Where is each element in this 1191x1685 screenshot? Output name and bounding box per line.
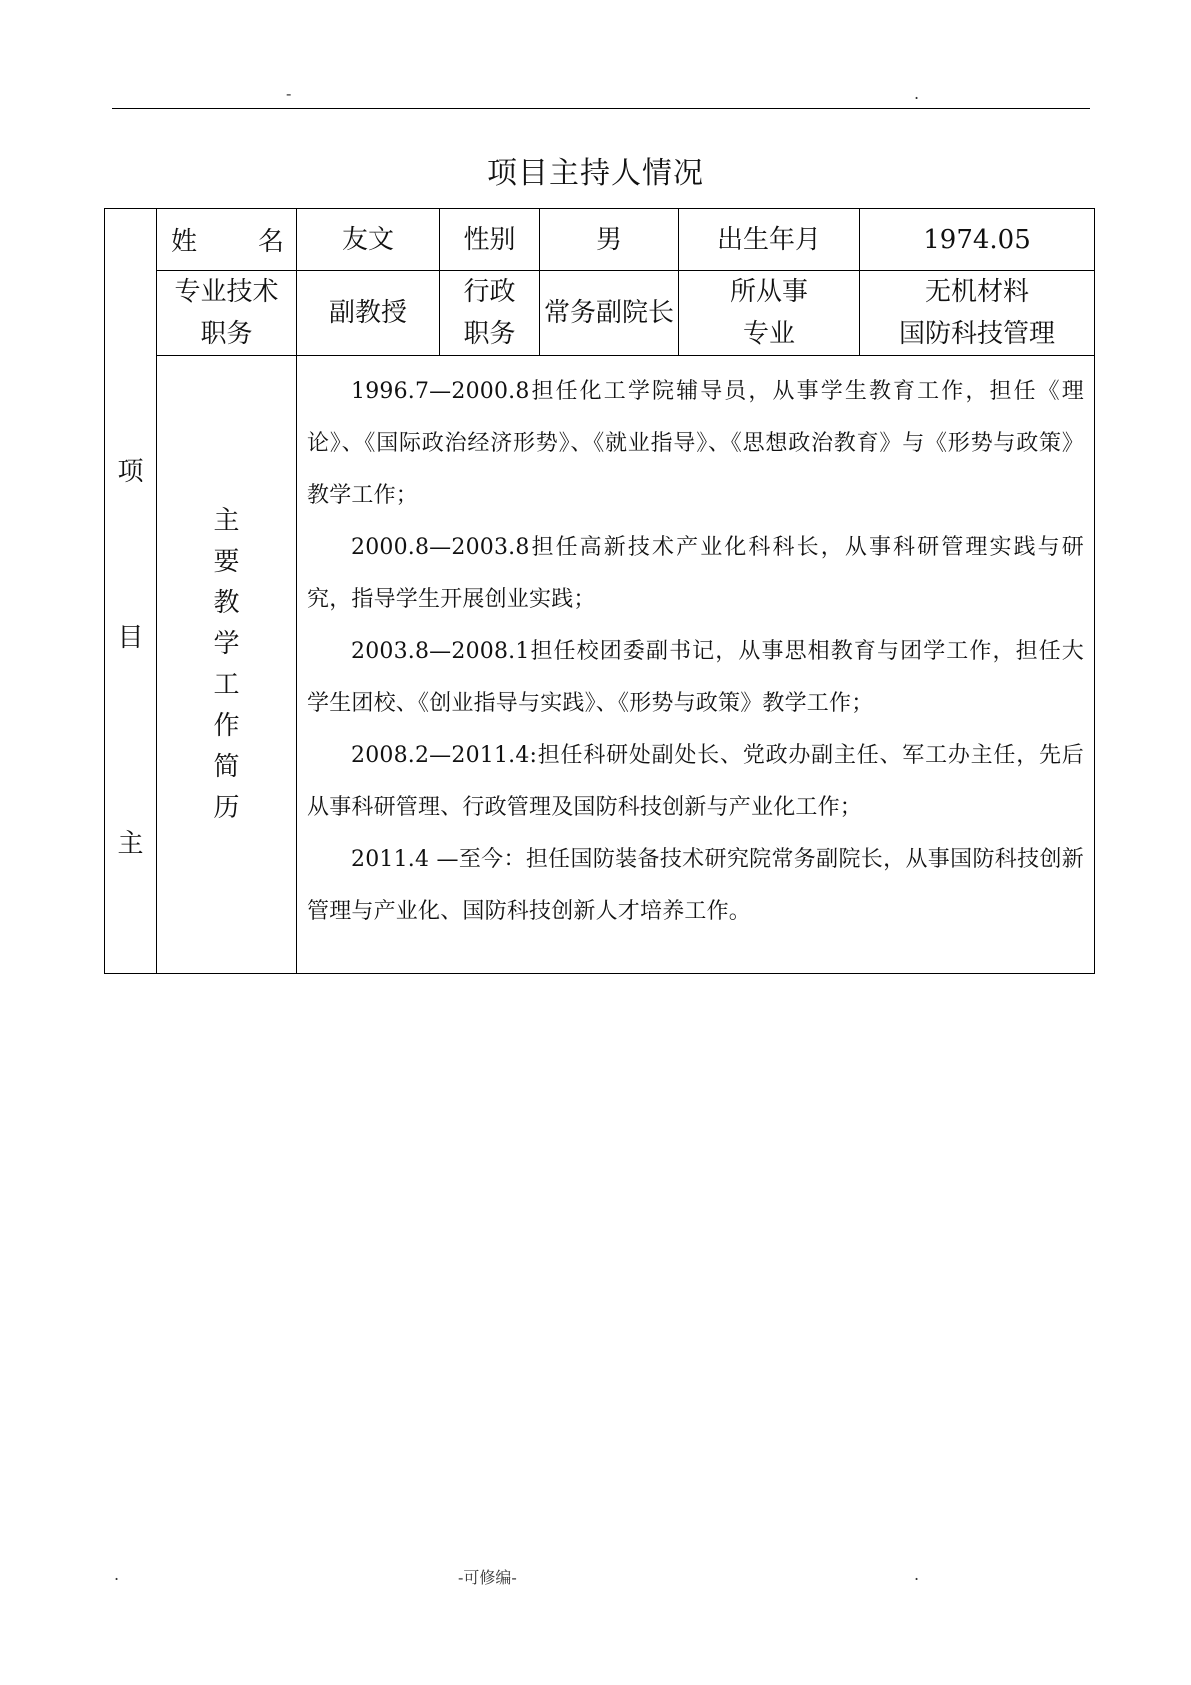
resume-label-char: 要 [213,546,240,577]
resume-paragraph: 2011.4 —至今：担任国防装备技术研究院常务副院长，从事国防科技创新管理与产业化、国防科技创新人才培养工作。 [307,847,1084,924]
resume-paragraph: 2000.8—2003.8担任高新技术产业化科科长，从事科研管理实践与研究，指导学生开展创业实践； [307,535,1084,612]
title-value: 副教授 [297,271,440,356]
field-label-cell [679,271,860,356]
resume-label-cell [157,356,297,974]
field-value-line2: 国防科技管理 [898,319,1055,349]
footer-center-text: -可修编- [458,1568,517,1587]
header-mark-left: - [286,84,292,103]
field-value-cell [860,271,1095,356]
title-label-line1: 专业技术 [174,277,279,307]
title-label-line2: 职务 [200,319,253,349]
header-mark-right: . [914,84,920,103]
resume-label-char: 教 [213,587,240,618]
table-row [105,271,1095,356]
side-label-cell [105,209,157,974]
header-rule [112,108,1090,109]
name-label-cell [157,209,297,271]
title-label-cell [157,271,297,356]
name-value: 友文 [297,209,440,271]
admin-label-line2: 职务 [463,319,516,349]
side-label-char: 主 [117,829,144,859]
name-label-b: 名 [257,227,284,257]
table-row [105,209,1095,271]
resume-label-char: 历 [213,792,240,823]
gender-label: 性别 [440,209,540,271]
side-label-char: 项 [117,457,144,487]
field-value-line1: 无机材料 [924,277,1029,307]
resume-paragraph: 2003.8—2008.1担任校团委副书记，从事思相教育与团学工作，担任大学生团校、《创业指导与实践》、《形势与政策》教学工作； [307,639,1084,716]
footer-mark-right: . [914,1565,920,1584]
resume-paragraph: 2008.2—2011.4:担任科研处副处长、党政办副主任、军工办主任，先后从事科研管理、行政管理及国防科技创新与产业化工作； [307,743,1084,820]
resume-label-char: 学 [213,628,240,659]
field-label-line1: 所从事 [729,277,808,307]
field-label-line2: 专业 [742,319,795,349]
gender-value: 男 [540,209,679,271]
admin-label-line1: 行政 [463,277,516,307]
footer-mark-left: . [114,1565,120,1584]
host-info-table [104,208,1095,974]
birth-value: 1974.05 [860,209,1095,271]
resume-content [297,356,1095,974]
admin-label-cell [440,271,540,356]
resume-label-char: 工 [213,669,240,700]
resume-paragraph: 1996.7—2000.8担任化工学院辅导员，从事学生教育工作，担任《理论》、《国际政治经济形势》、《就业指导》、《思想政治教育》与《形势与政策》教学工作； [307,379,1084,508]
side-label-char: 目 [117,623,144,653]
table-row [105,356,1095,974]
resume-label-char: 作 [213,710,240,741]
resume-label-char: 简 [213,751,240,782]
document-title: 项目主持人情况 [487,156,704,191]
name-label-a: 姓 [171,227,198,257]
birth-label: 出生年月 [679,209,860,271]
admin-value: 常务副院长 [540,271,679,356]
resume-label-char: 主 [213,505,240,536]
